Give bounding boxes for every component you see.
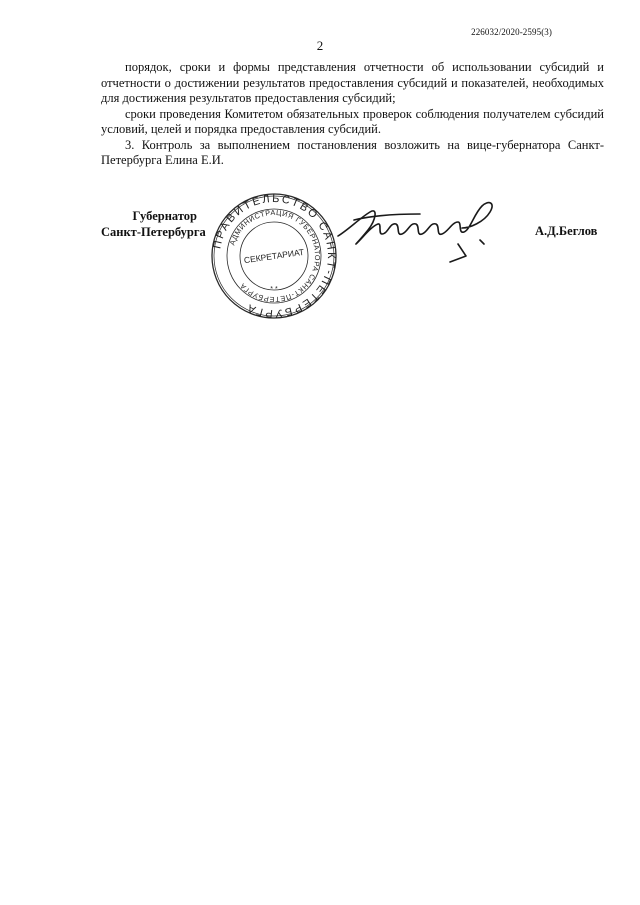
- signer-title-line1: Губернатор: [132, 209, 197, 223]
- seal-center-text: СЕКРЕТАРИАТ: [243, 246, 305, 266]
- paragraph-inspections: сроки проведения Комитетом обязательных проверок соблюдения получателем субсидий условий, целей и порядка предоставления субсидий.: [101, 106, 604, 136]
- signer-title: [101, 208, 206, 240]
- official-seal: [205, 192, 343, 320]
- document-body: [101, 60, 604, 169]
- seal-outer-text: ПРАВИТЕЛЬСТВО САНКТ-ПЕТЕРБУРГА: [211, 192, 338, 320]
- svg-text:* *: * *: [270, 286, 278, 293]
- handwritten-signature: [330, 190, 505, 270]
- signer-name: А.Д.Беглов: [535, 224, 598, 238]
- document-number: 226032/2020-2595(3): [471, 27, 552, 37]
- signer-title-line2: Санкт-Петербурга: [101, 225, 206, 239]
- seal-inner-text: АДМИНИСТРАЦИЯ ГУБЕРНАТОРА САНКТ-ПЕТЕРБУРГА: [227, 207, 323, 305]
- paragraph-control: 3. Контроль за выполнением постановления возложить на вице-губернатора Санкт-Петербурга Елина Е.И.: [101, 137, 604, 167]
- page-number: 2: [316, 38, 324, 53]
- paragraph-reporting: порядок, сроки и формы представления отчетности об использовании субсидий и отчетности о достижении результатов предоставления субсидий и показателей, необходимых для достижения результатов предоставления субсидий;: [101, 60, 604, 105]
